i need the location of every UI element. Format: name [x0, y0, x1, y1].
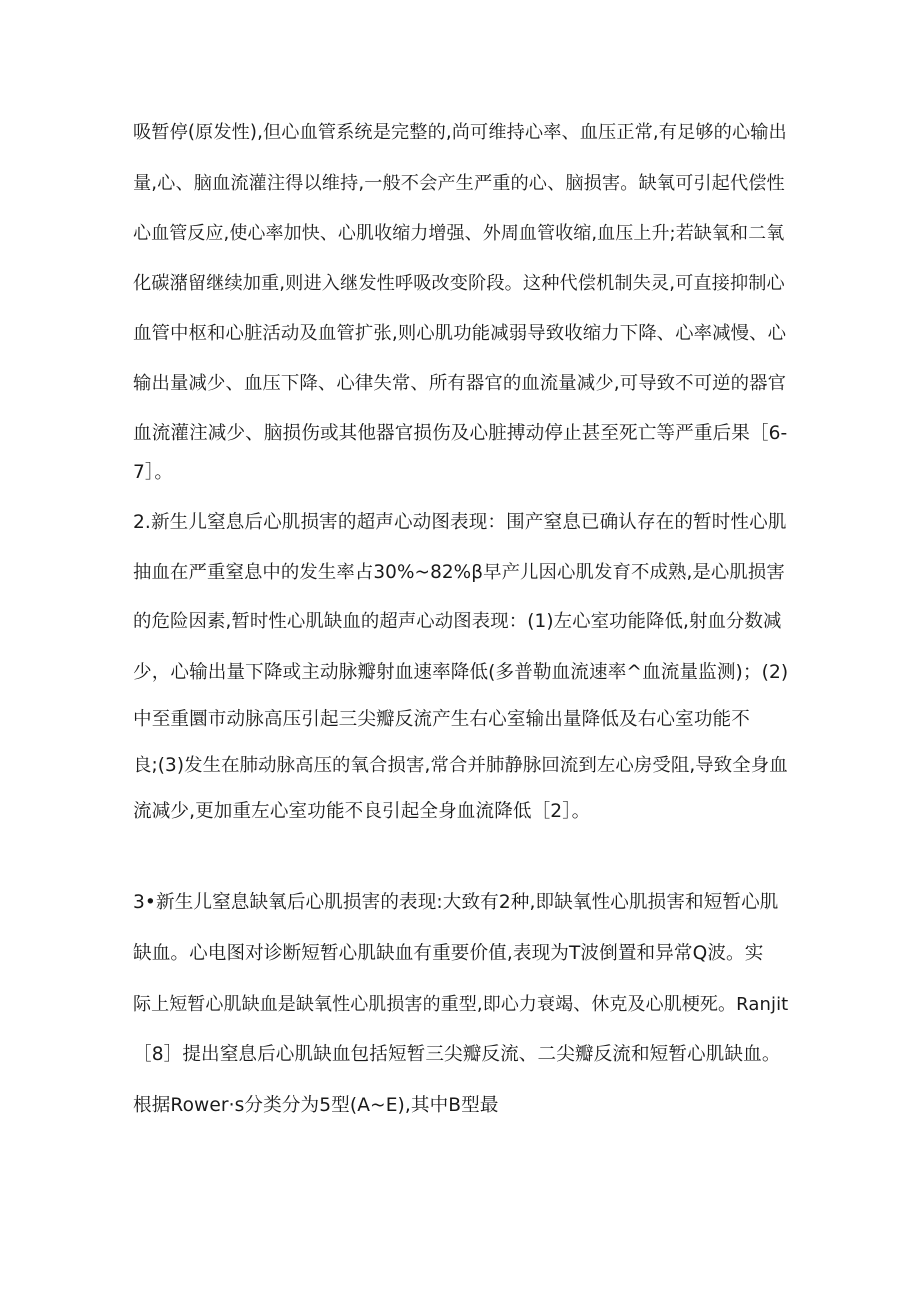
text-line: 化碳潴留继续加重,则进入继发性呼吸改变阶段。这种代偿机制失灵,可直接抑制心	[133, 273, 785, 294]
text-line: 血流灌注减少、脑损伤或其他器官损伤及心脏搏动停止甚至死亡等严重后果［6-	[133, 423, 788, 444]
text-line: 量,心、脑血流灌注得以维持,一般不会产生严重的心、脑损害。缺氧可引起代偿性	[133, 173, 785, 194]
text-line: 根据Rower·s分类分为5型(A~E),其中B型最	[133, 1095, 499, 1116]
text-line: 良;(3)发生在肺动脉高压的氧合损害,常合并肺静脉回流到左心房受阻,导致全身血	[133, 755, 788, 776]
section-heading-line: 3•新生儿窒息缺氧后心肌损害的表现:大致有2种,即缺氧性心肌损害和短暂心肌	[133, 892, 779, 913]
text-line: 7］。	[133, 462, 174, 483]
text-line: 流减少,更加重左心室功能不良引起全身血流降低［2］。	[133, 801, 591, 822]
text-line: 输出量减少、血压下降、心律失常、所有器官的血流量减少,可导致不可逆的器官	[133, 373, 787, 394]
text-line: 际上短暂心肌缺血是缺氧性心肌损害的重型,即心力衰竭、休克及心肌梗死。Ranjit	[133, 994, 789, 1015]
text-line: 少，心输出量下降或主动脉瓣射血速率降低(多普勒血流速率^血流量监测)；(2)	[133, 662, 789, 683]
text-line: 吸暂停(原发性),但心血管系统是完整的,尚可维持心率、血压正常,有足够的心输出	[133, 122, 787, 143]
text-line: 的危险因素,暂时性心肌缺血的超声心动图表现：(1)左心室功能降低,射血分数减	[133, 611, 782, 632]
text-line: 抽血在严重窒息中的发生率占30%~82%β早产儿因心肌发育不成熟,是心肌损害	[133, 562, 785, 583]
text-line: 中至重圜市动脉高压引起三尖瓣反流产生右心室输出量降低及右心室功能不	[133, 709, 750, 730]
section-heading-line: 2.新生儿窒息后心肌损害的超声心动图表现：围产窒息已确认存在的暂时性心肌	[133, 512, 787, 533]
text-line: 缺血。心电图对诊断短暂心肌缺血有重要价值,表现为T波倒置和异常Q波。实	[133, 943, 764, 964]
text-line: 心血管反应,使心率加快、心肌收缩力增强、外周血管收缩,血压上升;若缺氧和二氧	[133, 223, 785, 244]
text-line: ［8］提出窒息后心肌缺血包括短暂三尖瓣反流、二尖瓣反流和短暂心肌缺血。	[133, 1044, 781, 1065]
text-line: 血管中枢和心脏活动及血管扩张,则心肌功能减弱导致收缩力下降、心率减慢、心	[133, 323, 787, 344]
